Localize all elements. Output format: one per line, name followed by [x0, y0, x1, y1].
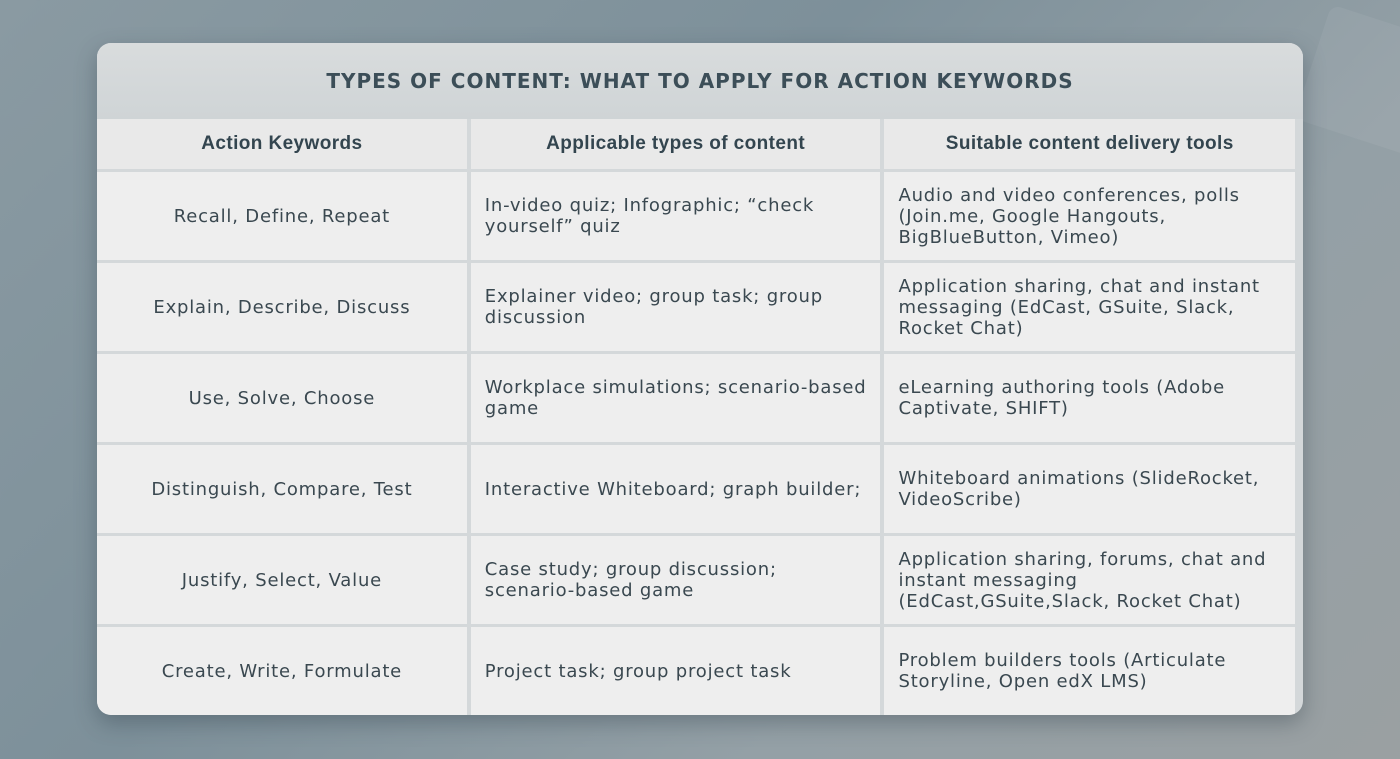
tools-cell: eLearning authoring tools (Adobe Captivate, SHIFT)	[884, 354, 1295, 442]
keywords-cell: Use, Solve, Choose	[97, 354, 467, 442]
table-row	[97, 354, 1295, 442]
keywords-cell: Create, Write, Formulate	[97, 627, 467, 715]
header-delivery-tools: Suitable content delivery tools	[884, 119, 1295, 169]
tools-cell: Problem builders tools (Articulate Storyline, Open edX LMS)	[884, 627, 1295, 715]
tools-cell: Application sharing, forums, chat and instant messaging (EdCast,GSuite,Slack, Rocket Chat)	[884, 536, 1295, 624]
content-cell: Interactive Whiteboard; graph builder;	[471, 445, 881, 533]
table-row	[97, 627, 1295, 715]
keywords-cell: Recall, Define, Repeat	[97, 172, 467, 260]
content-types-card	[97, 43, 1303, 715]
tools-cell: Application sharing, chat and instant messaging (EdCast, GSuite, Slack, Rocket Chat)	[884, 263, 1295, 351]
header-content-types: Applicable types of content	[471, 119, 881, 169]
table-row	[97, 445, 1295, 533]
keywords-cell: Distinguish, Compare, Test	[97, 445, 467, 533]
content-cell: Case study; group discussion; scenario-based game	[471, 536, 881, 624]
background-decoration	[1294, 4, 1400, 155]
card-title: TYPES OF CONTENT: WHAT TO APPLY FOR ACTION KEYWORDS	[97, 43, 1303, 119]
table-header-row	[97, 119, 1295, 169]
header-action-keywords: Action Keywords	[97, 119, 467, 169]
content-cell: In-video quiz; Infographic; “check yourself” quiz	[471, 172, 881, 260]
keywords-cell: Justify, Select, Value	[97, 536, 467, 624]
content-cell: Explainer video; group task; group discussion	[471, 263, 881, 351]
content-cell: Workplace simulations; scenario-based game	[471, 354, 881, 442]
keywords-cell: Explain, Describe, Discuss	[97, 263, 467, 351]
content-types-table	[97, 116, 1299, 715]
content-cell: Project task; group project task	[471, 627, 881, 715]
table-row	[97, 536, 1295, 624]
tools-cell: Audio and video conferences, polls (Join.me, Google Hangouts, BigBlueButton, Vimeo)	[884, 172, 1295, 260]
tools-cell: Whiteboard animations (SlideRocket, VideoScribe)	[884, 445, 1295, 533]
table-row	[97, 172, 1295, 260]
table-row	[97, 263, 1295, 351]
